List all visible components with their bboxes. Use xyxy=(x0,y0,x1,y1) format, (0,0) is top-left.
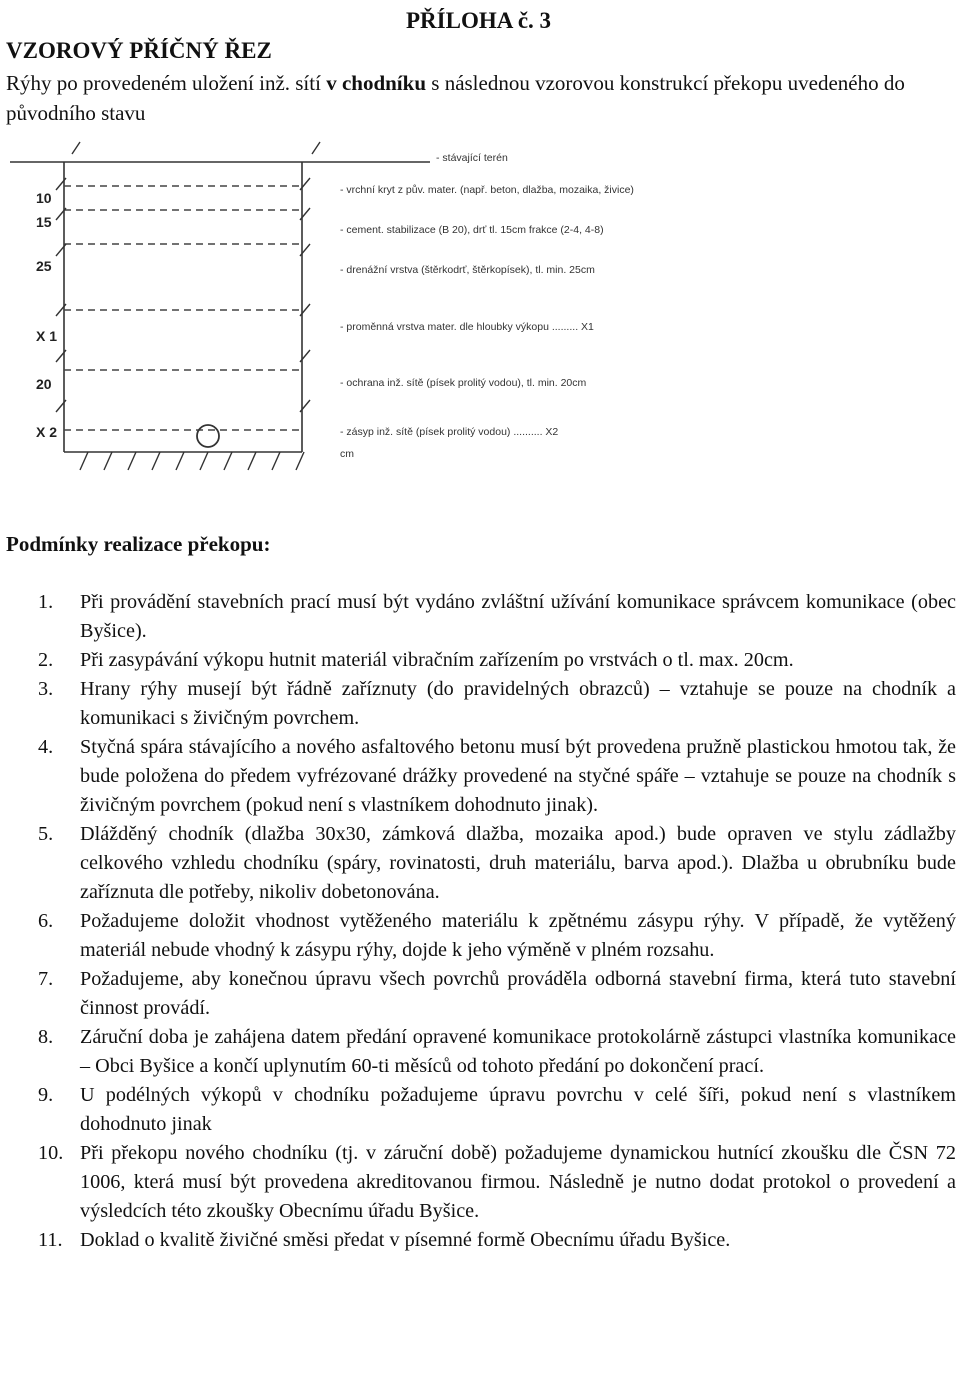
condition-number: 5. xyxy=(38,823,54,845)
level-label: 25 xyxy=(36,258,52,274)
subtitle-part-3: s následnou vzorovou konstrukcí překopu uvedeného do původního stavu xyxy=(6,71,905,125)
utility-pipe xyxy=(197,425,219,447)
subtitle-part-2: v chodníku xyxy=(326,71,427,95)
condition-number: 10. xyxy=(38,1142,64,1164)
level-label: 15 xyxy=(36,214,52,230)
condition-number: 7. xyxy=(38,968,54,990)
condition-item xyxy=(6,1139,956,1226)
figure-note: - ochrana inž. sítě (písek prolitý vodou), tl. min. 20cm xyxy=(340,377,587,389)
condition-item xyxy=(6,907,956,965)
condition-item xyxy=(6,733,956,820)
level-label: 20 xyxy=(36,376,52,392)
condition-text: Dlážděný chodník (dlažba 30x30, zámková dlažba, mozaika apod.) bude opraven ve stylu zádlažby celkového vzhledu chodníku (spáry, rovinatosti, druh materiálu, barva apod.). Dlažba u obrubníku bude zaříznuta dle potřeby, nikoliv dobetonována. xyxy=(80,823,956,903)
condition-number: 9. xyxy=(38,1084,54,1106)
condition-text: Při zasypávání výkopu hutnit materiál vibračním zařízením po vrstvách o tl. max. 20cm. xyxy=(80,649,794,671)
figure-note: - stávající terén xyxy=(436,152,508,164)
conditions-title: Podmínky realizace překopu: xyxy=(6,532,271,556)
document-title: VZOROVÝ PŘÍČNÝ ŘEZ xyxy=(6,38,272,63)
figure-note: - cement. stabilizace (B 20), drť tl. 15cm frakce (2-4, 4-8) xyxy=(340,224,604,236)
condition-item xyxy=(6,1081,956,1139)
subtitle-part-1: Rýhy po provedeném uložení inž. sítí xyxy=(6,71,327,95)
condition-number: 4. xyxy=(38,736,54,758)
condition-item xyxy=(6,820,956,907)
condition-text: U podélných výkopů v chodníku požadujeme úpravu povrchu v celé šíři, pokud není s vlastníkem dohodnuto jinak xyxy=(80,1084,956,1135)
condition-text: Při překopu nového chodníku (tj. v záruční době) požadujeme dynamickou hutnící zkoušku dle ČSN 72 1006, která musí být provedena akreditovanou firmou. Následně je nutno dodat protokol o provedení a výsledcích této zkoušky Obecnímu úřadu Byšice. xyxy=(80,1142,956,1222)
condition-item xyxy=(6,1226,956,1255)
level-label: X 1 xyxy=(36,328,58,344)
figure-note: cm xyxy=(340,448,354,460)
condition-item xyxy=(6,675,956,733)
condition-number: 8. xyxy=(38,1026,54,1048)
condition-text: Styčná spára stávajícího a nového asfaltového betonu musí být provedena pružně plastickou hmotou tak, že bude položena do předem vyfrézované drážky provedené na styčné spáře – vztahuje se pouze na chodník s živičným povrchem (pokud není s vlastníkem dohodnuto jinak). xyxy=(80,736,956,816)
appendix-label: PŘÍLOHA č. 3 xyxy=(406,8,552,33)
layer-boundaries xyxy=(64,186,302,430)
document-subtitle xyxy=(6,68,956,128)
condition-text: Záruční doba je zahájena datem předání opravené komunikace protokolárně zástupci vlastníka komunikace – Obci Byšice a končí uplynutím 60-ti měsíců od tohoto předání po dokončení prací. xyxy=(80,1026,956,1077)
condition-item xyxy=(6,1023,956,1081)
condition-item xyxy=(6,965,956,1023)
condition-text: Doklad o kvalitě živičné směsi předat v písemné formě Obecnímu úřadu Byšice. xyxy=(80,1229,731,1251)
soil-hatching xyxy=(56,142,320,470)
condition-number: 1. xyxy=(38,591,54,613)
condition-text: Požadujeme, aby konečnou úpravu všech povrchů prováděla odborná stavební firma, která tuto stavební činnost provádí. xyxy=(80,968,956,1019)
cross-section-figure xyxy=(0,140,700,500)
conditions-list xyxy=(6,588,956,1255)
condition-item xyxy=(6,588,956,646)
condition-number: 3. xyxy=(38,678,54,700)
figure-note: - drenážní vrstva (štěrkodrť, štěrkopísek), tl. min. 25cm xyxy=(340,264,595,276)
condition-text: Požadujeme doložit vhodnost vytěženého materiálu k zpětnému zásypu rýhy. V případě, že vytěžený materiál nebude vhodný k zásypu rýhy, dojde k jeho výměně v plném rozsahu. xyxy=(80,910,956,961)
condition-number: 6. xyxy=(38,910,54,932)
condition-number: 11. xyxy=(38,1229,63,1251)
condition-text: Při provádění stavebních prací musí být vydáno zvláštní užívání komunikace správcem komunikace (obec Byšice). xyxy=(80,591,956,642)
condition-number: 2. xyxy=(38,649,54,671)
figure-note: - zásyp inž. sítě (písek prolitý vodou) .......... X2 xyxy=(340,426,559,438)
figure-note: - vrchní kryt z pův. mater. (např. beton, dlažba, mozaika, živice) xyxy=(340,184,634,196)
level-label: X 2 xyxy=(36,424,58,440)
level-label: 10 xyxy=(36,190,52,206)
condition-text: Hrany rýhy musejí být řádně zaříznuty (do pravidelných obrazců) – vztahuje se pouze na chodník a komunikaci s živičným povrchem. xyxy=(80,678,956,729)
figure-note: - proměnná vrstva mater. dle hloubky výkopu ......... X1 xyxy=(340,321,594,333)
condition-item xyxy=(6,646,956,675)
